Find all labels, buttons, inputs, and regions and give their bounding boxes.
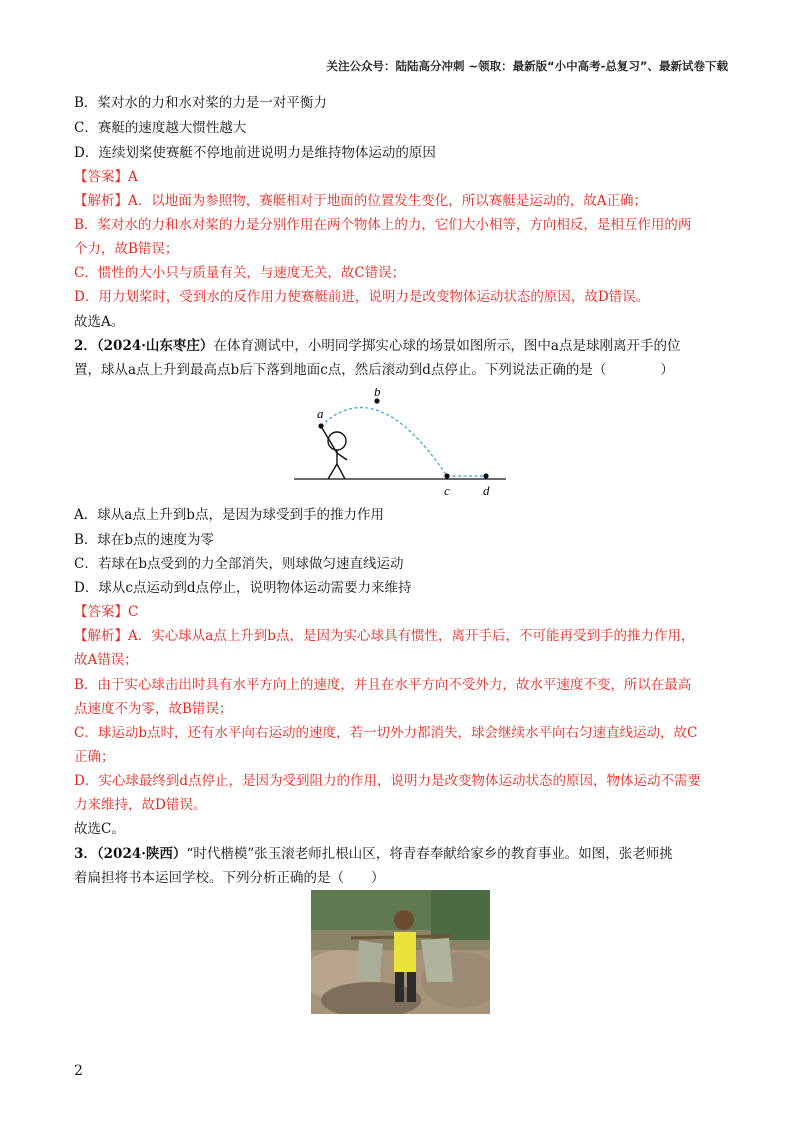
q2-explanation-line: 【解析】A．实心球从a点上升到b点，是因为实心球具有惯性，离开手后，不可能再受到手的推力作用， [74, 628, 695, 644]
q2-stem-line2: 置，球从a点上升到最高点b后下落到地面c点，然后滚动到d点停止。下列说法正确的是（ ） [74, 362, 674, 378]
q1-explanation-line: D．用力划桨时，受到水的反作用力使赛艇前进，说明力是改变物体运动状态的原因，故D错误。 [74, 289, 650, 305]
q3-stem-line1 [74, 846, 673, 862]
q2-explanation-line: 正确； [74, 749, 115, 765]
q3-number: 3． [74, 846, 97, 862]
q1-explanation-line: 个力，故B错误； [74, 241, 179, 257]
stick-figure-person [322, 428, 347, 479]
page-header: 关注公众号：陆陆高分冲刺 ~领取：最新版“小中高考-总复习”、最新试卷下载 [326, 59, 728, 73]
q2-conclusion: 故选C。 [74, 821, 125, 837]
q2-stem-line1 [74, 338, 681, 354]
q2-answer: 【答案】C [74, 604, 139, 620]
q2-option-d: D．球从c点运动到d点停止，说明物体运动需要力来维持 [74, 580, 412, 596]
q2-source: （2024·山东枣庄） [96, 338, 214, 354]
q3-source: （2024·陕西） [96, 846, 187, 862]
q2-stem-text: 在体育测试中，小明同学掷实心球的场景如图所示，图中a点是球刚离开手的位 [213, 338, 681, 354]
label-c: c [444, 483, 450, 498]
q1-option-b: B．桨对水的力和水对桨的力是一对平衡力 [74, 95, 327, 111]
q1-explanation-line: 【解析】A．以地面为参照物，赛艇相对于地面的位置发生变化，所以赛艇是运动的，故A正确； [74, 193, 647, 209]
q2-explanation-line: 点速度不为零，故B错误； [74, 701, 233, 717]
q1-conclusion: 故选A。 [74, 314, 125, 330]
q3-stem-line2: 着扁担将书本运回学校。下列分析正确的是（ ） [74, 870, 385, 886]
q2-number: 2． [74, 338, 97, 354]
q1-explanation-line: B．桨对水的力和水对桨的力是分别作用在两个物体上的力，它们大小相等，方向相反，是相互作用的两 [74, 217, 692, 233]
label-d: d [483, 483, 490, 498]
q1-option-c: C．赛艇的速度越大惯性越大 [74, 120, 247, 136]
point-a [318, 423, 323, 428]
teacher-carrying-books-photo [311, 890, 490, 1014]
label-a: a [317, 406, 324, 421]
q2-explanation-line: C．球运动b点时，还有水平向右运动的速度，若一切外力都消失，球会继续水平向右匀速直线运动，故C [74, 725, 698, 741]
point-b [374, 398, 379, 403]
point-c [444, 473, 449, 478]
point-d [483, 473, 488, 478]
q2-explanation-line: D．实心球最终到d点停止，是因为受到阻力的作用，说明力是改变物体运动状态的原因，物体运动不需要 [74, 773, 701, 789]
q2-option-b: B．球在b点的速度为零 [74, 532, 215, 548]
q1-option-d: D．连续划桨使赛艇不停地前进说明力是维持物体运动的原因 [74, 145, 436, 161]
q1-answer: 【答案】A [74, 169, 138, 185]
q2-explanation-line: B．由于实心球击出时具有水平方向上的速度，并且在水平方向不受外力，故水平速度不变，所以在最高 [74, 677, 692, 693]
q3-stem-text: “时代楷模”张玉滚老师扎根山区，将青春奉献给家乡的教育事业。如图，张老师挑 [186, 846, 673, 862]
q1-explanation-line: C．惯性的大小只与质量有关，与速度无关，故C错误； [74, 265, 406, 281]
ball-trajectory-figure [294, 388, 514, 500]
q2-option-c: C．若球在b点受到的力全部消失，则球做匀速直线运动 [74, 556, 404, 572]
label-b: b [374, 388, 381, 399]
page-number: 2 [74, 1063, 83, 1079]
q2-explanation-line: 力来维持，故D错误。 [74, 797, 207, 813]
q2-explanation-line: 故A错误； [74, 652, 138, 668]
q2-option-a: A．球从a点上升到b点，是因为球受到手的推力作用 [74, 507, 384, 523]
